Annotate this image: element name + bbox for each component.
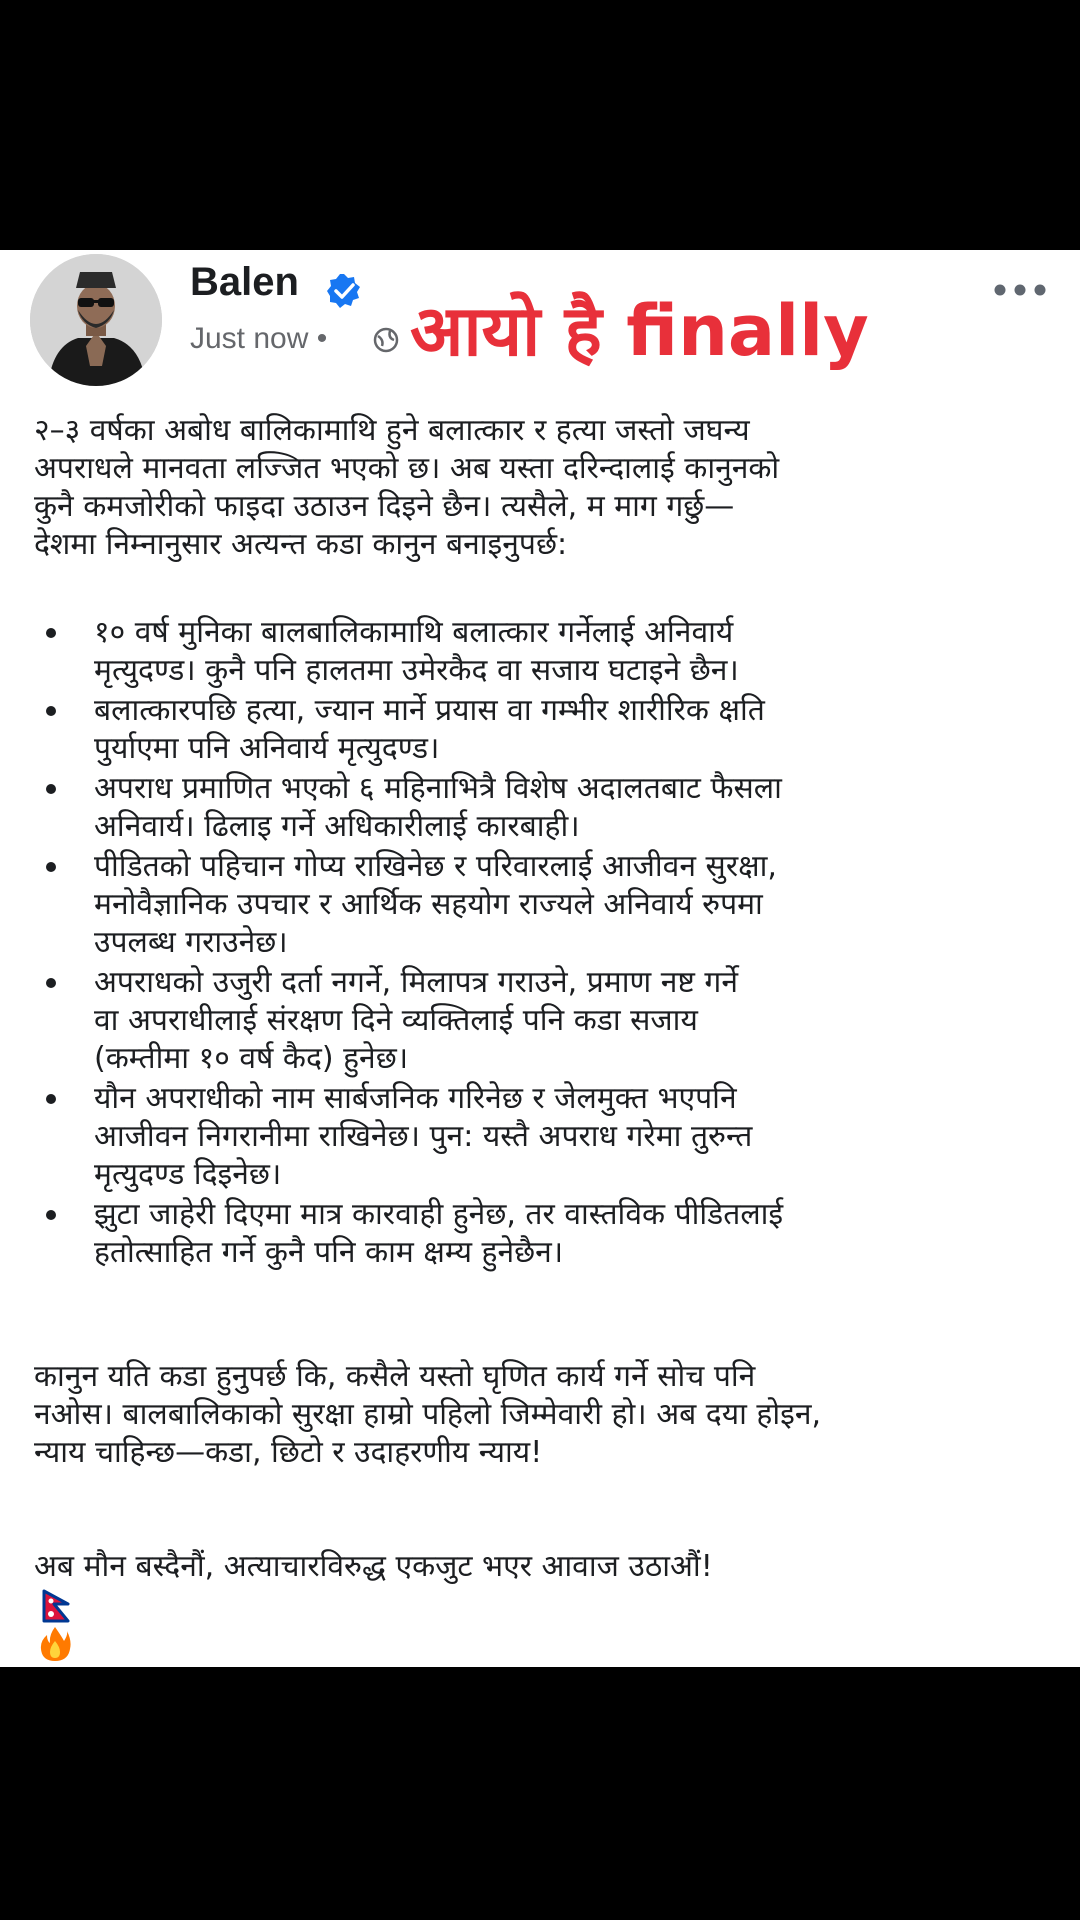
- bullet-dot: [46, 1210, 56, 1220]
- post-intro: २–३ वर्षका अबोध बालिकामाथि हुने बलात्कार र हत्या जस्तो जघन्य अपराधले मानवता लज्जित भएको छ। अब यस्ता दरिन्दालाई कानुनको कुनै कमजोरीको फाइदा उठाउन दिइने छैन। त्यसैले, म माग गर्छु— देशमा निम्नानुसार अत्यन्त कडा कानुन बनाइनुपर्छ:: [34, 413, 780, 562]
- bullet-dot: [46, 706, 56, 716]
- globe-icon: [372, 326, 400, 354]
- timestamp[interactable]: Just now: [190, 322, 309, 355]
- list-item: [34, 692, 1054, 768]
- bullet-dot: [46, 1094, 56, 1104]
- overlay-caption: आयो है finally: [410, 290, 869, 372]
- list-item: [34, 1080, 1054, 1194]
- author-name[interactable]: Balen: [190, 260, 299, 304]
- list-item: [34, 848, 1054, 962]
- list-item-text: १० वर्ष मुनिका बालबालिकामाथि बलात्कार गर्नेलाई अनिवार्य मृत्युदण्ड। कुनै पनि हालतमा उमेरकैद वा सजाय घटाइने छैन।: [94, 615, 739, 688]
- nepal-flag-icon: [42, 1589, 70, 1623]
- list-item: [34, 964, 1054, 1078]
- list-item: [34, 1196, 1054, 1272]
- avatar[interactable]: [30, 254, 162, 386]
- closing-text: कानुन यति कडा हुनुपर्छ कि, कसैले यस्तो घृणित कार्य गर्ने सोच पनि नओस। बालबालिकाको सुरक्षा हाम्रो पहिलो जिम्मेवारी हो। अब दया होइन, न्याय चाहिन्छ—कडा, छिटो र उदाहरणीय न्याय!: [34, 1359, 822, 1470]
- closing-last-line: [34, 1510, 1054, 1663]
- list-item-text: अपराध प्रमाणित भएको ६ महिनाभित्रै विशेष अदालतबाट फैसला अनिवार्य। ढिलाइ गर्ने अधिकारीलाई कारबाही।: [94, 771, 782, 844]
- meta-separator: •: [316, 322, 328, 355]
- more-options-icon[interactable]: [990, 280, 1050, 300]
- closing-last-text: अब मौन बस्दैनौं, अत्याचारविरुद्ध एकजुट भएर आवाज उठाऔं!: [34, 1549, 713, 1584]
- bullet-dot: [46, 862, 56, 872]
- post-closing: [34, 1320, 1054, 1667]
- list-item: [34, 614, 1054, 690]
- bullet-dot: [46, 784, 56, 794]
- avatar-image: [30, 254, 162, 386]
- demand-list: [34, 614, 1054, 1272]
- verified-badge-icon: [325, 272, 363, 310]
- bullet-dot: [46, 978, 56, 988]
- list-item-text: यौन अपराधीको नाम सार्बजनिक गरिनेछ र जेलमुक्त भएपनि आजीवन निगरानीमा राखिनेछ। पुन: यस्तै अपराध गरेमा तुरुन्त मृत्युदण्ड दिइनेछ।: [94, 1081, 753, 1192]
- post-meta: [190, 322, 327, 356]
- list-item-text: झुटा जाहेरी दिएमा मात्र कारवाही हुनेछ, तर वास्तविक पीडितलाई हतोत्साहित गर्ने कुनै पनि काम क्षम्य हुनेछैन।: [94, 1197, 784, 1270]
- fire-icon: [38, 1625, 72, 1663]
- post-body: [34, 412, 1054, 1667]
- post-header: [0, 250, 1080, 390]
- facebook-post: [0, 250, 1080, 1667]
- list-item-text: पीडितको पहिचान गोप्य राखिनेछ र परिवारलाई आजीवन सुरक्षा, मनोवैज्ञानिक उपचार र आर्थिक सहयोग राज्यले अनिवार्य रुपमा उपलब्ध गराउनेछ।: [94, 849, 777, 960]
- bullet-dot: [46, 628, 56, 638]
- list-item-text: अपराधको उजुरी दर्ता नगर्ने, मिलापत्र गराउने, प्रमाण नष्ट गर्ने वा अपराधीलाई संरक्षण दिने व्यक्तिलाई पनि कडा सजाय (कम्तीमा १० वर्ष कैद) हुनेछ।: [94, 965, 738, 1076]
- list-item: [34, 770, 1054, 846]
- list-item-text: बलात्कारपछि हत्या, ज्यान मार्ने प्रयास वा गम्भीर शारीरिक क्षति पुर्याएमा पनि अनिवार्य मृत्युदण्ड।: [94, 693, 765, 766]
